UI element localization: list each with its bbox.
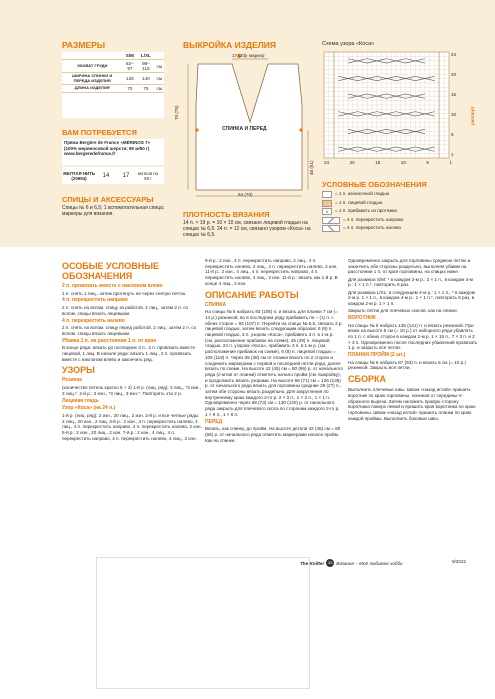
legend-item: = 1 п. изнаночной гладью <box>322 191 472 198</box>
size-row-label: ШИРИНА СПИНКИ И ПЕРЕДА ИЗДЕЛИЯ <box>62 73 122 85</box>
width-bottom: 64 (70) <box>238 192 253 197</box>
pattern-label: СПИНКА И ПЕРЕД <box>222 126 267 132</box>
height-side: 48 (51) <box>309 160 314 175</box>
scheme-num: 5 <box>426 160 429 165</box>
cable-chart <box>322 50 472 170</box>
pattern-drawing <box>180 50 315 200</box>
size-cell: 75 <box>137 85 154 93</box>
size-unit: см <box>155 60 164 73</box>
scheme-right-numbers <box>451 52 456 158</box>
height-left: 70 (75) <box>174 105 179 120</box>
size-header-1: S/M <box>122 52 137 60</box>
scheme-title: Схема узора «Коса» <box>322 41 375 47</box>
cross-left-icon <box>322 225 340 232</box>
sizes-title: РАЗМЕРЫ <box>62 40 106 50</box>
issue-number: 9/2022 <box>452 559 467 564</box>
scheme-num: 1 <box>451 152 454 158</box>
blank-overlay <box>96 557 310 689</box>
repeat-label: раппорт <box>470 106 475 125</box>
neck-intro: Одновременно закрыть для горловины среднюю петлю и закончить обе стороны раздельно, выполняя убавки на расстоянии 1 п. от края горловины, на спицах ниже. <box>348 258 471 275</box>
page-number: 33 <box>328 560 333 565</box>
front-title: ПЕРЕД <box>205 418 223 425</box>
special-symbols-heading: ОСОБЫЕ УСЛОВНЫЕ ОБОЗНАЧЕНИЯ <box>62 261 160 281</box>
s3-title: 4 п. перекрестить налево <box>62 317 125 324</box>
column-2 <box>205 258 343 445</box>
pattern-title: ВЫКРОЙКА ИЗДЕЛИЯ <box>183 40 276 50</box>
gauge-title: ПЛОТНОСТЬ ВЯЗАНИЯ <box>183 210 270 219</box>
scheme-num: 20 <box>349 160 355 165</box>
size-row-label: ОБХВАТ ГРУДИ <box>62 60 122 73</box>
yarn-amount-2: 17 <box>122 172 130 179</box>
legend-item: = 1 п. лицевой гладью <box>322 200 472 207</box>
legend-list <box>322 191 472 234</box>
size-row-label: ДЛИНА ИЗДЕЛИЯ <box>62 85 122 93</box>
yarn-amount-row <box>62 167 164 184</box>
stockinette-title: Лицевая гладь <box>62 397 99 404</box>
front-text: Вязать, как спинку, до пройм. На высоте детали 42 (45) см = 80 (86) р. от начального ряда отметить маркерами начало пройм. Как на спинке. <box>205 426 341 443</box>
row9-text: 9-й р.: 2 изн., 4 п. перекрестить направо, 2 лиц., 4 п. перекрестить налево, 2 лиц., 4 п. перекрестить налево, 2 изн. 11-й р.: 2 изн., 4 лиц., 4 п. перекрестить направо, 4 п. перекрестить налево, 4 лиц., 2 изн. 11-й р.: вязать как 1-й р. В конце 4 лиц., 2 изн. <box>205 258 338 286</box>
back-title: СПИНКА <box>205 301 227 308</box>
size-sm-text: Для размера S/M: * в каждом 2-м р.: 2 × 1 п., в каждом 4-м р.: 1 × 1 п.*, повторить 6 раз. <box>348 276 473 288</box>
size-header-2: L/XL <box>137 52 154 60</box>
legend-title: УСЛОВНЫЕ ОБОЗНАЧЕНИЯ <box>322 180 427 189</box>
scheme-bottom-numbers <box>324 160 452 166</box>
yarn-unit: мотков по 50 г <box>137 170 159 181</box>
size-lxl-text: Для размера L/XL: в следующем 4-м р.: 1 × 1 п., * в каждом 2-м р. 1 × 1 п., в каждом 4-м р.: 1 × 1 п.*, повторить 6 раз, в каждом 2-м р. 1 × 1 п. <box>348 289 475 306</box>
footer-tagline: Вязание – Моё любимое хобби <box>336 560 403 566</box>
column-3 <box>348 258 478 423</box>
yarn-amount-1: 14 <box>102 172 110 179</box>
s4-title: Убавка 1 п. на расстоянии 1 п. от края <box>62 337 156 344</box>
scheme-num: 10 <box>400 160 406 165</box>
patterns-heading: УЗОРЫ <box>62 365 95 376</box>
scheme-num: 15 <box>375 160 381 165</box>
size-unit: см <box>155 85 164 93</box>
scheme-num: 10 <box>451 112 457 118</box>
needles-title: СПИЦЫ И АКСЕССУАРЫ <box>62 195 154 204</box>
armhole-title: ПЛАНКИ ПРОЙМ (2 шт.) <box>348 352 406 359</box>
size-cell: 82–97 <box>122 60 137 73</box>
size-cell: 140 <box>137 73 154 85</box>
legend-item: = 4 п. перекрестить направо <box>322 217 472 224</box>
footer <box>300 559 403 567</box>
collar-text: На спицы № 6 набрать 135 (141) п. и вязать резинкой. При вязке на высоте 5 см (= 10 р.) от наборного ряда убавлять по 1 п. с обеих сторон в каждом 2-м р. 1 × 18 п., 7 × 3 п. и 2 × 3 п. Одновременно после последних убавлений провязать 1 р. и закрыть все петли. <box>348 322 478 351</box>
rib-text: (количество петель кратно 6 + 3) 1-й р. (лиц. ряд): 3 лиц., *3 изн., 3 лиц.*. 2-й р.: 3 изн., *3 лиц., 3 изн.*. Повторять эти 2 р. <box>62 385 201 396</box>
width-top: 17 (20) <box>232 53 247 58</box>
s1-title: 2 п. провязать вместе с наклоном влево <box>62 283 163 289</box>
s2-title: 4 п. перекрестить направо <box>62 297 128 304</box>
size-cell: 128 <box>122 73 137 85</box>
collar-title: ВОРОТНИК <box>348 314 376 321</box>
assembly-text: Выполнить плечевые швы. Швом «назад иглой» пришить воротник по краю горловины, начиная от середины V-образного выреза. Затем наложить правую сторону воротника поверх левой и пришить края воротника по краю горловины. Швом «назад иглой» пришить планки по краю каждой проймы. Выполнить боковые швы. <box>348 387 476 421</box>
needles-text: Спицы № 6 и 6,5; 1 вспомогательная спица; маркеры для вязания. <box>62 205 165 218</box>
s4-text: В конце ряда: вязать до последних 3 п., 2 п. провязать вместе лицевой, 1 лиц. В начале ряда: вязать 1 лиц., 2 п. провязать вместе с наклоном влево и закончить ряд. <box>62 345 196 362</box>
yarn-color-label: ЖЕЛТАЯ НИТЬ (20994) <box>62 170 96 181</box>
s3-text: 2 п. снять на вспом. спицу перед работой, 2 лиц., затем 2 п. со вспом. спицы вязать лицевыми. <box>62 325 197 336</box>
scheme-num: 15 <box>451 92 457 98</box>
increase-symbol-icon: V <box>322 208 332 215</box>
size-cell: 98–115 <box>137 60 154 73</box>
yarn-line-1: Пряжа Bergère de France «MÉRINOS 7» <box>64 140 151 145</box>
armhole-text: На спицы № 6 набрать 87 (93) п. и вязать 5 см (= 10 р.) резинкой. Закрыть все петли. <box>348 359 466 371</box>
scheme-num: 1 <box>449 160 452 165</box>
back-text: На спицы № 6 набрать 93 (105) п. и вязать для планки 7 см (= 14 р.) резинкой, во в последнем ряду прибавить по – (1) п. с обеих сторон = 93 (107) п. Перейти на спицы № 6,5, связать 2 р. лицевой гладью, затем вязать следующим образом: 6 (8) п. лицевой гладью, 3 п. узором «Коса», прибавить 3 п. в 1-м р. (см. расположение прибавок на схеме), 45 (49) п. лицевой гладью, 24 п. узором «Коса», прибавить 3 п. в 1-м р. (см. расположение прибавок на схеме), 6 (8) п. лицевой гладью = 105 (119) п. Через 35 (38) см от планки вязать по 2 сторон и соединить маркерами с первой и последней петли ряда, далее вязать по схеме. На высоте 42 (45) см = 80 (86) р. от начального ряда (считая от планки) отметить начало пройм (см. выкройку), и продолжить вязать узорами. На высоте 66 (71) см = 126 (135) р. от начального ряда вязать для горловины средние 25 (27) п., затем обе стороны вязать раздельно. Для закругления по внутреннему краю каждого 2-го р. 2 × 3 п., 1 × 2 п., 1 × 1 п. Одновременно через 68 (73) см = 130 (140) р. от начального ряда закрыть для плечевого скоса по сторонам каждого 2-го р. 1 × 9 п., 1 × 8 п. <box>205 309 343 417</box>
yarn-box <box>62 139 164 165</box>
cable-title: Узор «Коса» (на 24 п.) <box>62 405 116 412</box>
scheme-num: 24 <box>324 160 330 165</box>
needs-title: ВАМ ПОТРЕБУЕТСЯ <box>62 128 137 137</box>
size-cell: 70 <box>122 85 137 93</box>
cross-right-icon <box>322 217 340 224</box>
yarn-line-2: (100% мериносовой шерсти; 85 м/50 г) <box>64 145 150 151</box>
gauge-text: 14 п. × 19 р. = 10 × 10 см, связано лицевой гладью на спицах № 6,5. 24 п. = 12 см, связано узором «Коса» на спицах № 6,5. <box>183 220 311 239</box>
purl-symbol-icon <box>322 191 332 198</box>
yarn-url: www.bergeredefrance.fr <box>64 151 116 157</box>
assembly-heading: СБОРКА <box>348 374 386 385</box>
scheme-num: 24 <box>451 52 457 57</box>
cable-text: 1-й р. (лиц. ряд): 2 изн., 20 лиц., 2 изн. 2-й р. и все четные ряды: 2 лиц., 20 изн., 2 лиц. 3-й р.: 2 изн., 4 п. перекрестить налево, 4 лиц., 4 п. перекрестить направо, 4 п. перекрестить налево, 2 изн. 5-й р.: 2 изн., 20 лиц., 2 изн. 7-й р.: 2 изн., 4 лиц., 4 п. перекрестить направо, 4 п. перекрестить налево, 4 лиц., 2 изн. <box>62 412 202 441</box>
s1-text: 1 п. снять 1 лиц., затем протянуть ее через снятую петлю. <box>62 290 187 296</box>
shoulder-close-text: Закрыть петли для плечевых скосов, как на спинке. <box>348 308 459 314</box>
legend-item: V = 1 п. прибавить из протяжки <box>322 208 472 215</box>
rib-title: Резинка <box>62 377 82 384</box>
knit-symbol-icon <box>322 200 332 207</box>
column-1 <box>62 258 202 443</box>
legend-item: = 4 п. перекрестить налево <box>322 225 472 232</box>
sizes-table <box>62 52 164 118</box>
marker-legend: = маркер <box>245 53 265 58</box>
footer-brand: The Knitter <box>300 560 325 566</box>
scheme-num: 20 <box>451 72 457 78</box>
size-unit: см <box>155 73 164 85</box>
work-heading: ОПИСАНИЕ РАБОТЫ <box>205 289 299 300</box>
s2-text: 2 п. снять на вспом. спицу за работой, 2 лиц., затем 2 п. со вспом. спицы вязать лицевыми. <box>62 305 189 316</box>
scheme-num: 5 <box>451 132 454 138</box>
